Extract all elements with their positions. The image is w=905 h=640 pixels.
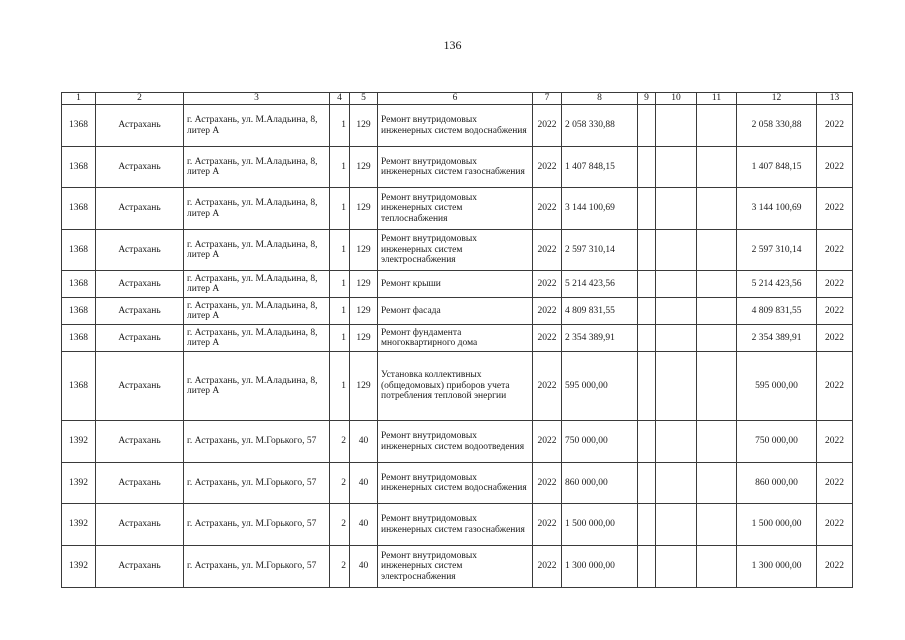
empty-cell (697, 298, 737, 325)
empty-cell (697, 188, 737, 230)
total-cost-cell: 2 597 310,14 (737, 230, 817, 271)
capital-repair-table (61, 92, 853, 588)
empty-cell (697, 421, 737, 463)
empty-cell (697, 546, 737, 588)
empty-cell (656, 105, 697, 147)
code-cell: 129 (350, 105, 378, 147)
cost-cell: 1 407 848,15 (562, 147, 638, 188)
address-cell: г. Астрахань, ул. М.Аладьина, 8, литер А (184, 352, 330, 421)
empty-cell (697, 504, 737, 546)
column-number: 1 (62, 93, 96, 105)
total-cost-cell: 4 809 831,55 (737, 298, 817, 325)
year-cell: 2022 (533, 352, 562, 421)
cost-cell: 4 809 831,55 (562, 298, 638, 325)
code-cell: 40 (350, 504, 378, 546)
column-number: 12 (737, 93, 817, 105)
address-cell: г. Астрахань, ул. М.Аладьина, 8, литер А (184, 105, 330, 147)
completion-year-cell: 2022 (817, 421, 853, 463)
address-cell: г. Астрахань, ул. М.Аладьина, 8, литер А (184, 271, 330, 298)
table-row (62, 147, 853, 188)
municipality-cell: Астрахань (96, 230, 184, 271)
cost-cell: 1 300 000,00 (562, 546, 638, 588)
year-cell: 2022 (533, 421, 562, 463)
cost-cell: 750 000,00 (562, 421, 638, 463)
table-row (62, 504, 853, 546)
cost-cell: 2 058 330,88 (562, 105, 638, 147)
column-number: 2 (96, 93, 184, 105)
municipality-cell: Астрахань (96, 504, 184, 546)
total-cost-cell: 595 000,00 (737, 352, 817, 421)
total-cost-cell: 2 354 389,91 (737, 325, 817, 352)
empty-cell (656, 504, 697, 546)
table-row (62, 352, 853, 421)
house-id-cell: 1368 (62, 271, 96, 298)
table-row (62, 271, 853, 298)
work-type-cell: Ремонт внутридомовых инженерных систем газоснабжения (378, 504, 533, 546)
address-cell: г. Астрахань, ул. М.Горького, 57 (184, 463, 330, 504)
empty-cell (638, 298, 656, 325)
municipality-cell: Астрахань (96, 325, 184, 352)
empty-cell (638, 147, 656, 188)
code-cell: 129 (350, 147, 378, 188)
house-id-cell: 1368 (62, 325, 96, 352)
cost-cell: 5 214 423,56 (562, 271, 638, 298)
completion-year-cell: 2022 (817, 230, 853, 271)
address-cell: г. Астрахань, ул. М.Аладьина, 8, литер А (184, 230, 330, 271)
house-id-cell: 1392 (62, 546, 96, 588)
completion-year-cell: 2022 (817, 325, 853, 352)
year-cell: 2022 (533, 298, 562, 325)
year-cell: 2022 (533, 230, 562, 271)
category-cell: 1 (330, 271, 350, 298)
code-cell: 40 (350, 463, 378, 504)
total-cost-cell: 1 300 000,00 (737, 546, 817, 588)
completion-year-cell: 2022 (817, 298, 853, 325)
municipality-cell: Астрахань (96, 352, 184, 421)
column-number: 6 (378, 93, 533, 105)
empty-cell (697, 325, 737, 352)
completion-year-cell: 2022 (817, 463, 853, 504)
table-row (62, 188, 853, 230)
house-id-cell: 1368 (62, 188, 96, 230)
work-type-cell: Ремонт внутридомовых инженерных систем электроснабжения (378, 546, 533, 588)
cost-cell: 3 144 100,69 (562, 188, 638, 230)
work-type-cell: Ремонт крыши (378, 271, 533, 298)
table-row (62, 546, 853, 588)
house-id-cell: 1392 (62, 421, 96, 463)
completion-year-cell: 2022 (817, 147, 853, 188)
house-id-cell: 1368 (62, 105, 96, 147)
empty-cell (638, 463, 656, 504)
municipality-cell: Астрахань (96, 298, 184, 325)
empty-cell (638, 504, 656, 546)
work-type-cell: Ремонт внутридомовых инженерных систем газоснабжения (378, 147, 533, 188)
completion-year-cell: 2022 (817, 504, 853, 546)
empty-cell (656, 298, 697, 325)
completion-year-cell: 2022 (817, 188, 853, 230)
work-type-cell: Ремонт внутридомовых инженерных систем электроснабжения (378, 230, 533, 271)
address-cell: г. Астрахань, ул. М.Аладьина, 8, литер А (184, 188, 330, 230)
cost-cell: 1 500 000,00 (562, 504, 638, 546)
category-cell: 1 (330, 352, 350, 421)
page-number: 136 (443, 38, 462, 52)
house-id-cell: 1392 (62, 504, 96, 546)
house-id-cell: 1368 (62, 230, 96, 271)
empty-cell (638, 271, 656, 298)
year-cell: 2022 (533, 463, 562, 504)
column-number: 4 (330, 93, 350, 105)
empty-cell (656, 546, 697, 588)
municipality-cell: Астрахань (96, 421, 184, 463)
municipality-cell: Астрахань (96, 147, 184, 188)
year-cell: 2022 (533, 325, 562, 352)
year-cell: 2022 (533, 147, 562, 188)
code-cell: 129 (350, 298, 378, 325)
code-cell: 129 (350, 230, 378, 271)
house-id-cell: 1368 (62, 147, 96, 188)
cost-cell: 2 597 310,14 (562, 230, 638, 271)
cost-cell: 595 000,00 (562, 352, 638, 421)
year-cell: 2022 (533, 271, 562, 298)
category-cell: 2 (330, 504, 350, 546)
column-number: 8 (562, 93, 638, 105)
table-row (62, 230, 853, 271)
address-cell: г. Астрахань, ул. М.Горького, 57 (184, 421, 330, 463)
empty-cell (638, 421, 656, 463)
total-cost-cell: 5 214 423,56 (737, 271, 817, 298)
municipality-cell: Астрахань (96, 546, 184, 588)
category-cell: 1 (330, 298, 350, 325)
cost-cell: 860 000,00 (562, 463, 638, 504)
house-id-cell: 1368 (62, 352, 96, 421)
table-row (62, 325, 853, 352)
total-cost-cell: 1 500 000,00 (737, 504, 817, 546)
address-cell: г. Астрахань, ул. М.Аладьина, 8, литер А (184, 298, 330, 325)
category-cell: 2 (330, 463, 350, 504)
work-type-cell: Ремонт фасада (378, 298, 533, 325)
year-cell: 2022 (533, 105, 562, 147)
municipality-cell: Астрахань (96, 188, 184, 230)
house-id-cell: 1392 (62, 463, 96, 504)
empty-cell (697, 463, 737, 504)
code-cell: 129 (350, 188, 378, 230)
code-cell: 129 (350, 352, 378, 421)
empty-cell (656, 271, 697, 298)
municipality-cell: Астрахань (96, 463, 184, 504)
work-type-cell: Ремонт внутридомовых инженерных систем водоотведения (378, 421, 533, 463)
empty-cell (638, 188, 656, 230)
empty-cell (638, 325, 656, 352)
table-row (62, 421, 853, 463)
year-cell: 2022 (533, 504, 562, 546)
code-cell: 40 (350, 421, 378, 463)
table-row (62, 298, 853, 325)
empty-cell (656, 188, 697, 230)
work-type-cell: Ремонт внутридомовых инженерных систем водоснабжения (378, 105, 533, 147)
work-type-cell: Ремонт внутридомовых инженерных систем водоснабжения (378, 463, 533, 504)
total-cost-cell: 750 000,00 (737, 421, 817, 463)
total-cost-cell: 1 407 848,15 (737, 147, 817, 188)
empty-cell (656, 325, 697, 352)
total-cost-cell: 3 144 100,69 (737, 188, 817, 230)
empty-cell (697, 230, 737, 271)
empty-cell (656, 463, 697, 504)
table-row (62, 105, 853, 147)
cost-cell: 2 354 389,91 (562, 325, 638, 352)
address-cell: г. Астрахань, ул. М.Аладьина, 8, литер А (184, 325, 330, 352)
work-type-cell: Ремонт внутридомовых инженерных систем теплоснабжения (378, 188, 533, 230)
municipality-cell: Астрахань (96, 105, 184, 147)
table-row (62, 463, 853, 504)
category-cell: 1 (330, 105, 350, 147)
total-cost-cell: 860 000,00 (737, 463, 817, 504)
work-type-cell: Ремонт фундамента многоквартирного дома (378, 325, 533, 352)
empty-cell (638, 352, 656, 421)
municipality-cell: Астрахань (96, 271, 184, 298)
empty-cell (697, 271, 737, 298)
empty-cell (656, 230, 697, 271)
empty-cell (638, 230, 656, 271)
year-cell: 2022 (533, 546, 562, 588)
code-cell: 40 (350, 546, 378, 588)
code-cell: 129 (350, 271, 378, 298)
completion-year-cell: 2022 (817, 271, 853, 298)
empty-cell (656, 421, 697, 463)
work-type-cell: Установка коллективных (общедомовых) приборов учета потребления тепловой энергии (378, 352, 533, 421)
empty-cell (697, 105, 737, 147)
completion-year-cell: 2022 (817, 352, 853, 421)
column-number: 11 (697, 93, 737, 105)
category-cell: 2 (330, 546, 350, 588)
column-number: 7 (533, 93, 562, 105)
category-cell: 1 (330, 325, 350, 352)
category-cell: 1 (330, 230, 350, 271)
address-cell: г. Астрахань, ул. М.Горького, 57 (184, 546, 330, 588)
year-cell: 2022 (533, 188, 562, 230)
empty-cell (638, 546, 656, 588)
total-cost-cell: 2 058 330,88 (737, 105, 817, 147)
category-cell: 2 (330, 421, 350, 463)
column-number: 3 (184, 93, 330, 105)
empty-cell (697, 147, 737, 188)
column-number-row (62, 93, 853, 105)
address-cell: г. Астрахань, ул. М.Аладьина, 8, литер А (184, 147, 330, 188)
column-number: 5 (350, 93, 378, 105)
code-cell: 129 (350, 325, 378, 352)
empty-cell (656, 352, 697, 421)
category-cell: 1 (330, 147, 350, 188)
column-number: 10 (656, 93, 697, 105)
column-number: 13 (817, 93, 853, 105)
empty-cell (697, 352, 737, 421)
column-number: 9 (638, 93, 656, 105)
house-id-cell: 1368 (62, 298, 96, 325)
completion-year-cell: 2022 (817, 105, 853, 147)
empty-cell (638, 105, 656, 147)
empty-cell (656, 147, 697, 188)
completion-year-cell: 2022 (817, 546, 853, 588)
category-cell: 1 (330, 188, 350, 230)
address-cell: г. Астрахань, ул. М.Горького, 57 (184, 504, 330, 546)
